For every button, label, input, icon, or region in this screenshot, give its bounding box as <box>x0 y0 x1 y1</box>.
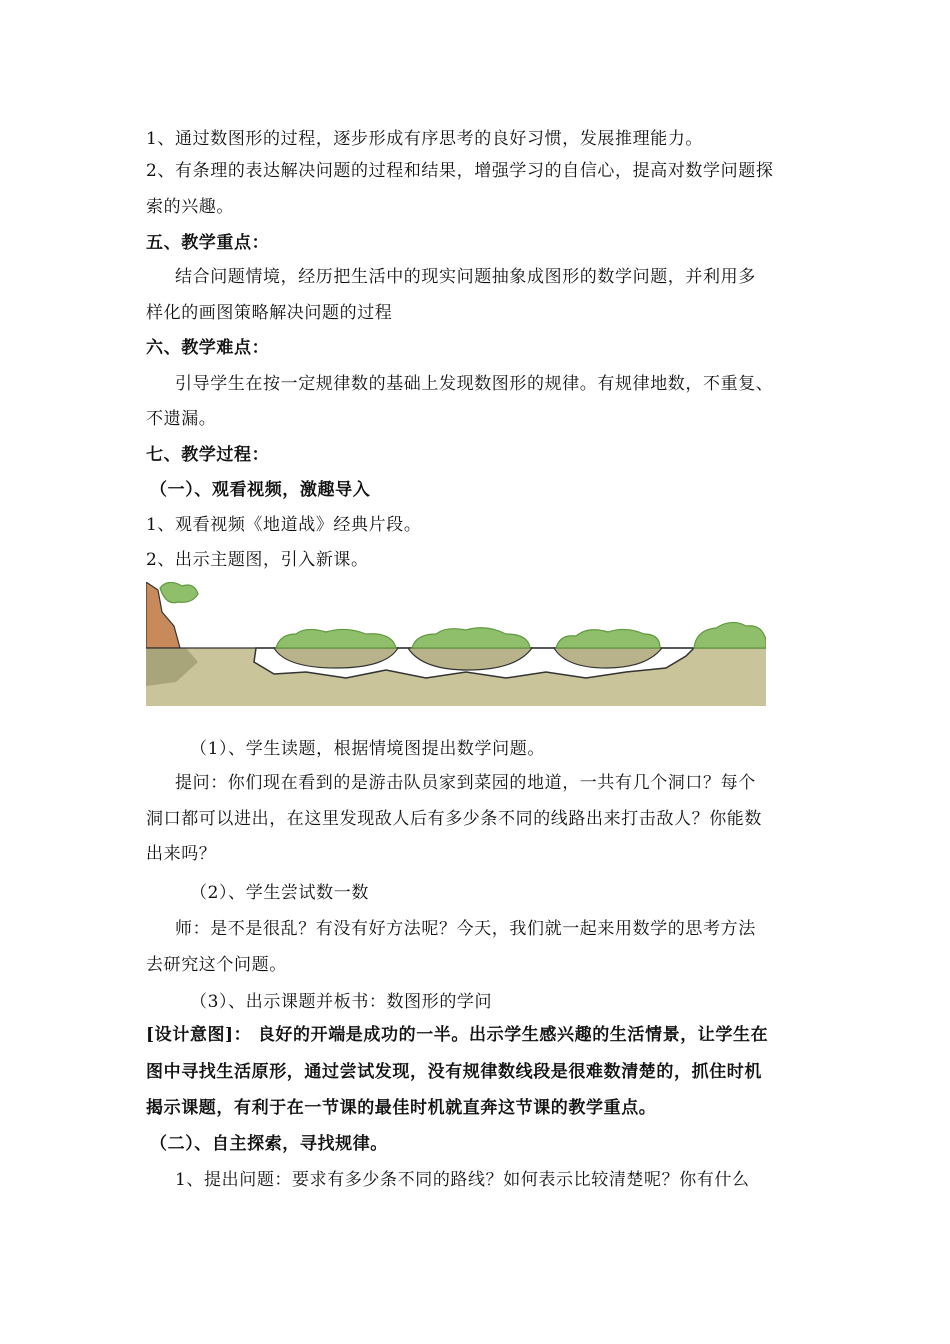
q3-title: （3）、出示课题并板书：数图形的学问 <box>190 992 493 1012</box>
objective-2: 2、有条理的表达解决问题的过程和结果，增强学习的自信心，提高对数学问题探 <box>146 161 774 181</box>
design-intent-cont: 图中寻找生活原形，通过尝试发现，没有规律数线段是很难数清楚的，抓住时机 <box>146 1062 762 1082</box>
teacher-line: 师：是不是很乱？有没有好方法呢？今天，我们就一起来用数学的思考方法 <box>175 919 756 939</box>
q1-question-cont: 洞口都可以进出，在这里发现敌人后有多少条不同的线路出来打击敌人？你能数 <box>146 809 762 829</box>
heading-key-points: 五、教学重点： <box>146 233 270 253</box>
key-points-text: 结合问题情境，经历把生活中的现实问题抽象成图形的数学问题，并利用多 <box>175 267 756 287</box>
heading-process: 七、教学过程： <box>146 445 270 465</box>
objective-2-cont: 索的兴趣。 <box>146 197 234 217</box>
teacher-line-cont: 去研究这个问题。 <box>146 955 287 975</box>
key-points-text-cont: 样化的画图策略解决问题的过程 <box>146 303 393 323</box>
design-intent: [设计意图]： 良好的开端是成功的一半。出示学生感兴趣的生活情景，让学生在 <box>146 1025 769 1045</box>
heading-difficulties: 六、教学难点： <box>146 338 270 358</box>
step-1: 1、观看视频《地道战》经典片段。 <box>146 515 422 535</box>
objective-1: 1、通过数图形的过程，逐步形成有序思考的良好习惯，发展推理能力。 <box>146 129 704 149</box>
tree-top-left <box>160 582 198 602</box>
mound-1 <box>274 629 398 668</box>
design-intent-end: 揭示课题，有利于在一节课的最佳时机就直奔这节课的教学重点。 <box>146 1098 657 1118</box>
q2-try: （2）、学生尝试数一数 <box>190 883 369 903</box>
step-2: 2、出示主题图，引入新课。 <box>146 550 369 570</box>
bush-right <box>694 622 766 648</box>
subheading-explore: （二）、自主探索，寻找规律。 <box>150 1134 388 1154</box>
tunnel-scene-illustration <box>146 582 766 710</box>
q1-read: （1）、学生读题，根据情境图提出数学问题。 <box>190 739 545 759</box>
difficulties-text: 引导学生在按一定规律数的基础上发现数图形的规律。有规律地数，不重复、 <box>175 374 774 394</box>
difficulties-text-cont: 不遗漏。 <box>146 409 217 429</box>
explore-step-1: 1、提出问题：要求有多少条不同的路线？如何表示比较清楚呢？你有什么 <box>175 1170 750 1190</box>
subheading-intro: （一）、观看视频，激趣导入 <box>150 480 371 500</box>
q1-question-end: 出来吗？ <box>146 844 217 864</box>
q1-question: 提问：你们现在看到的是游击队员家到菜园的地道，一共有几个洞口？每个 <box>175 773 756 793</box>
